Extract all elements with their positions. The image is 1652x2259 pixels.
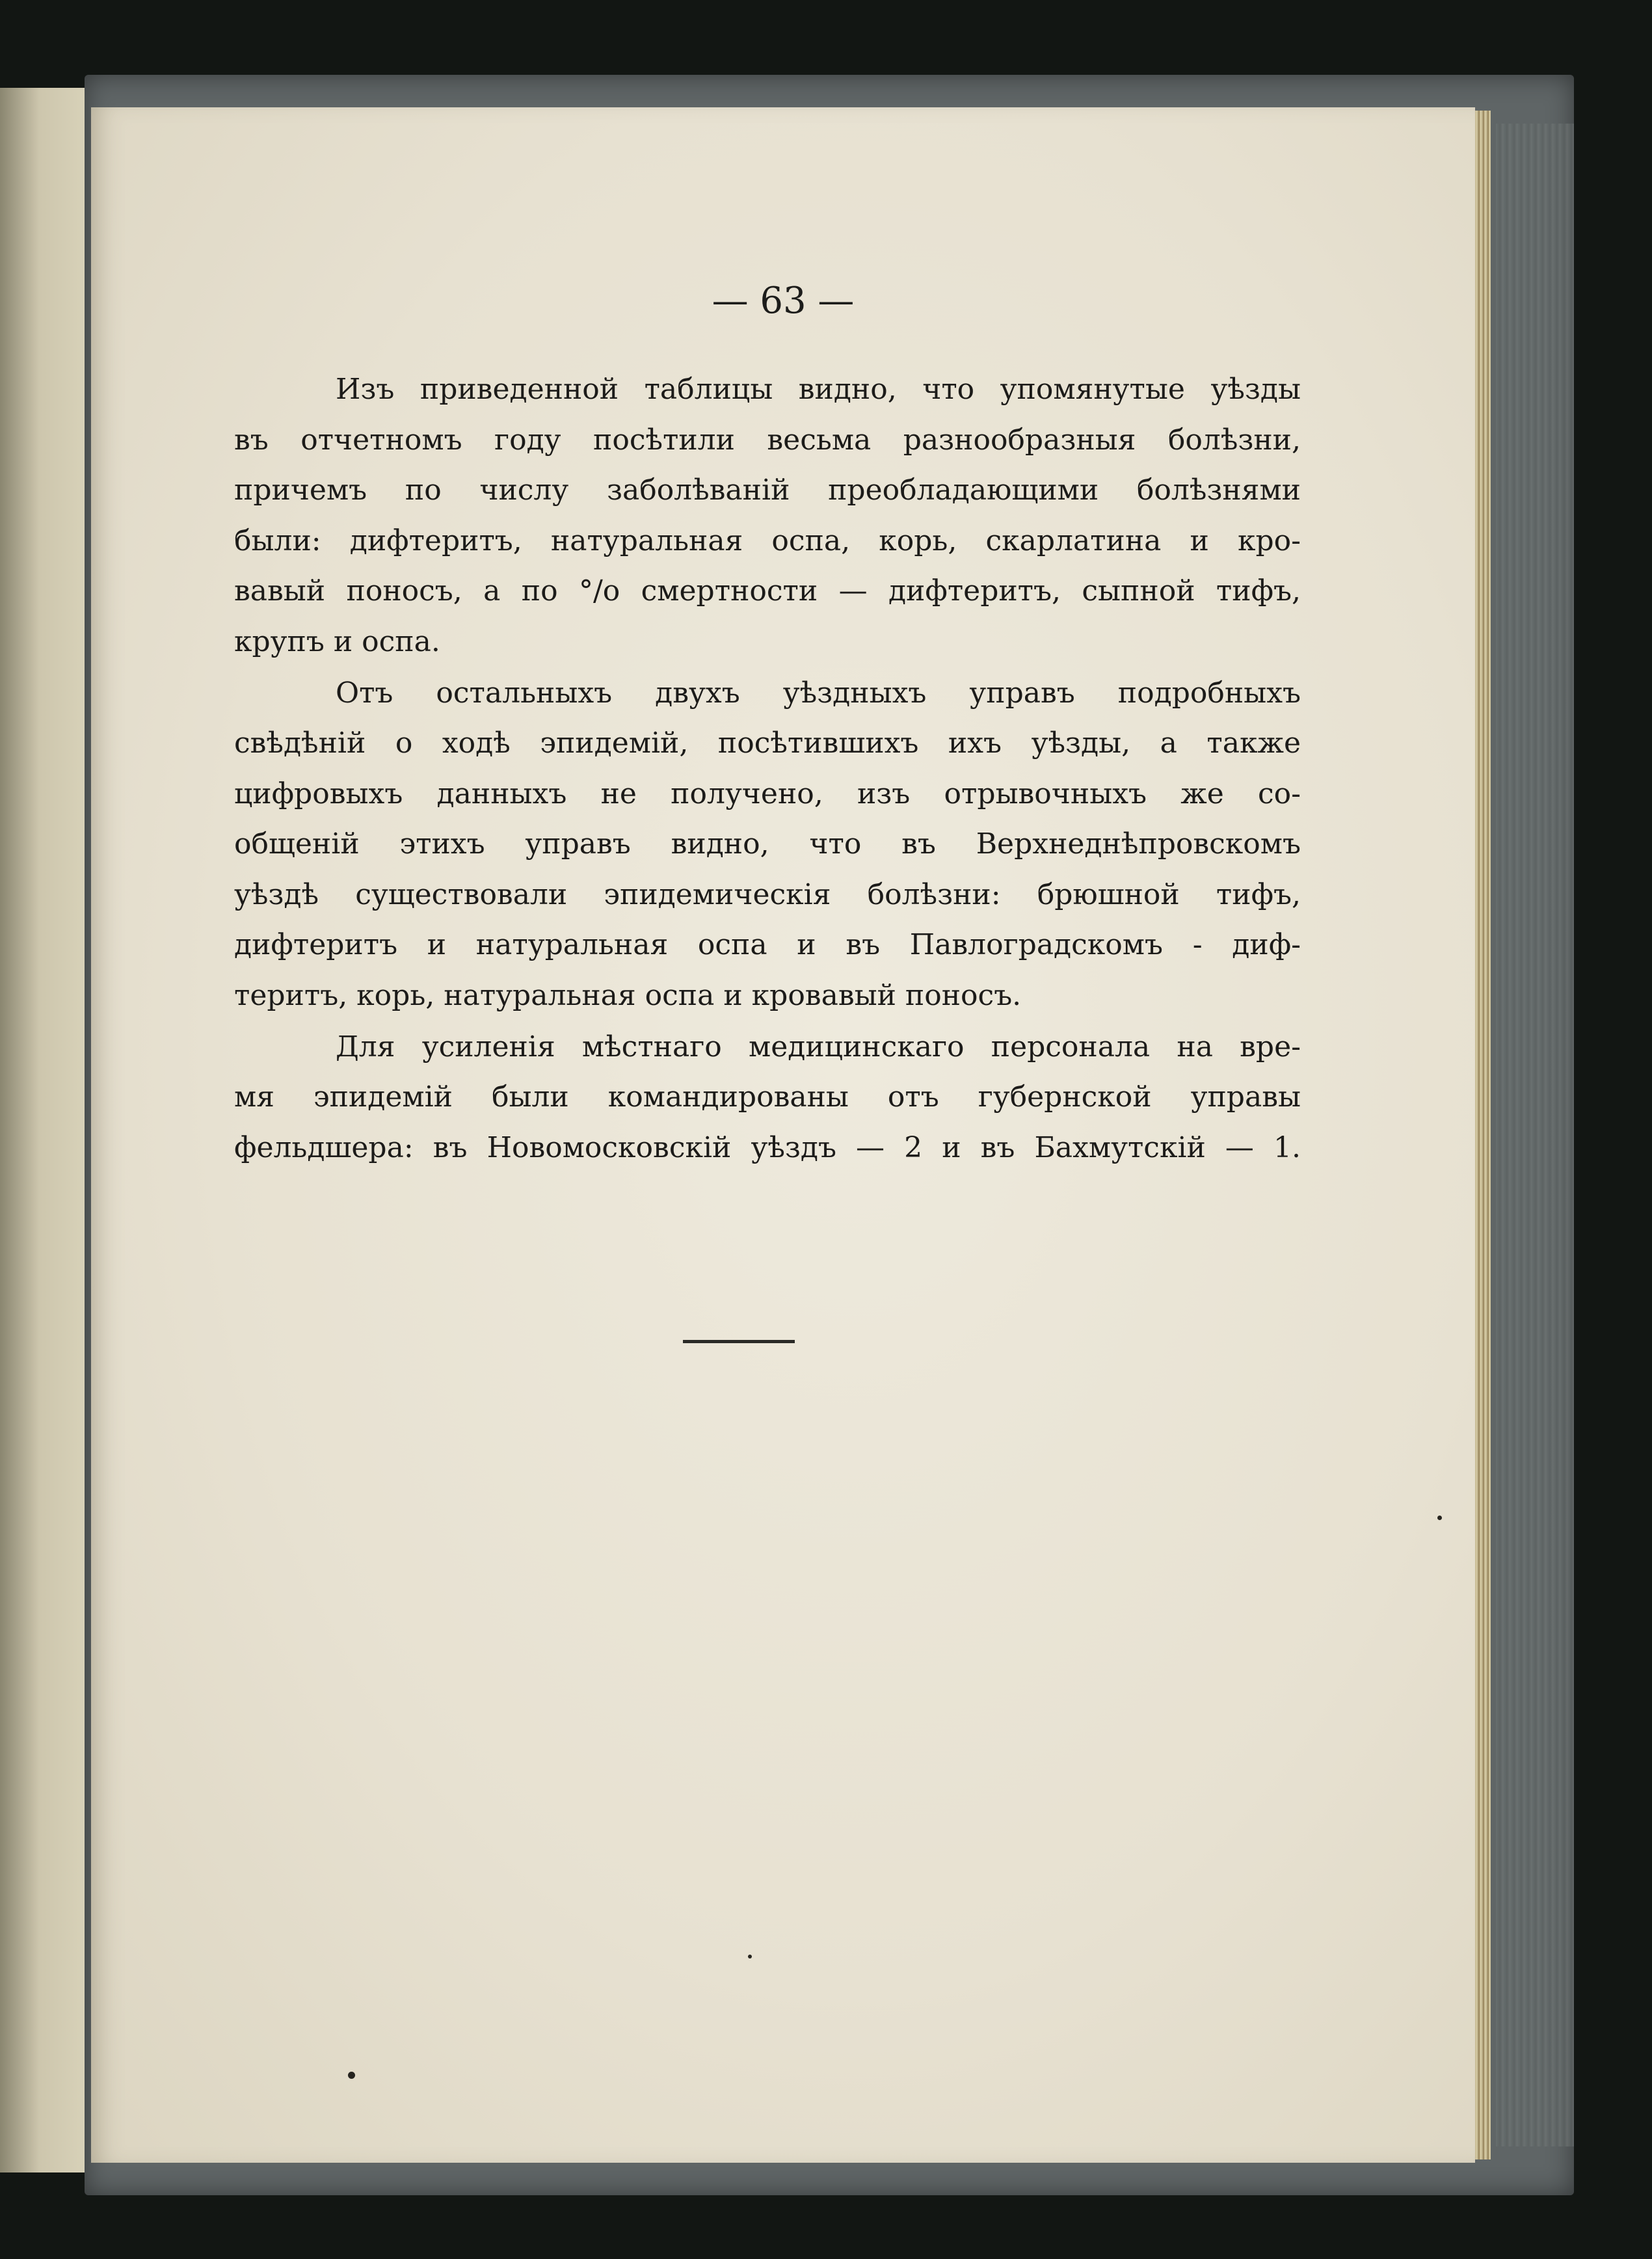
cover-cloth-texture: [1496, 124, 1574, 2146]
paragraph-2: [234, 668, 1301, 1021]
text-line: Изъ приведенной таблицы видно, что упомянутые уѣзды: [336, 373, 1301, 406]
ink-speck: [348, 2072, 355, 2079]
facing-page-edge: [0, 88, 88, 2172]
document-page: [91, 107, 1475, 2163]
paragraph-1: [234, 364, 1301, 667]
text-line: мя эпидемій были командированы отъ губернской управы: [234, 1080, 1301, 1114]
ink-speck: [748, 1955, 752, 1958]
paragraph-3: [234, 1022, 1301, 1173]
text-line: въ отчетномъ году посѣтили весьма разнообразныя болѣзни,: [234, 423, 1301, 457]
text-line: крупъ и оспа.: [234, 624, 440, 658]
text-line: свѣдѣній о ходѣ эпидемій, посѣтившихъ ихъ уѣзды, а также: [234, 727, 1301, 760]
text-line: общеній этихъ управъ видно, что въ Верхнеднѣпровскомъ: [234, 827, 1301, 861]
text-line: вавый поносъ, а по °/о смертности — дифтеритъ, сыпной тифъ,: [234, 574, 1301, 608]
text-line: дифтеритъ и натуральная оспа и въ Павлоградскомъ - диф-: [234, 928, 1301, 961]
text-line: фельдшера: въ Новомосковскій уѣздъ — 2 и въ Бахмутскій — 1.: [234, 1130, 1301, 1164]
text-line: Отъ остальныхъ двухъ уѣздныхъ управъ подробныхъ: [336, 676, 1301, 710]
text-line: теритъ, корь, натуральная оспа и кровавый поносъ.: [234, 978, 1022, 1012]
page-number: — 63 —: [712, 280, 855, 322]
section-divider: [683, 1340, 795, 1343]
text-line: уѣздѣ существовали эпидемическія болѣзни: брюшной тифъ,: [234, 877, 1301, 911]
text-line: цифровыхъ данныхъ не получено, изъ отрывочныхъ же со-: [234, 777, 1301, 810]
body-text: [234, 364, 1301, 1174]
text-line: были: дифтеритъ, натуральная оспа, корь, скарлатина и кро-: [234, 524, 1301, 557]
text-line: причемъ по числу заболѣваній преобладающими болѣзнями: [234, 474, 1301, 507]
text-line: Для усиленія мѣстнаго медицинскаго персонала на вре-: [336, 1030, 1301, 1063]
ink-speck: [1437, 1516, 1442, 1520]
